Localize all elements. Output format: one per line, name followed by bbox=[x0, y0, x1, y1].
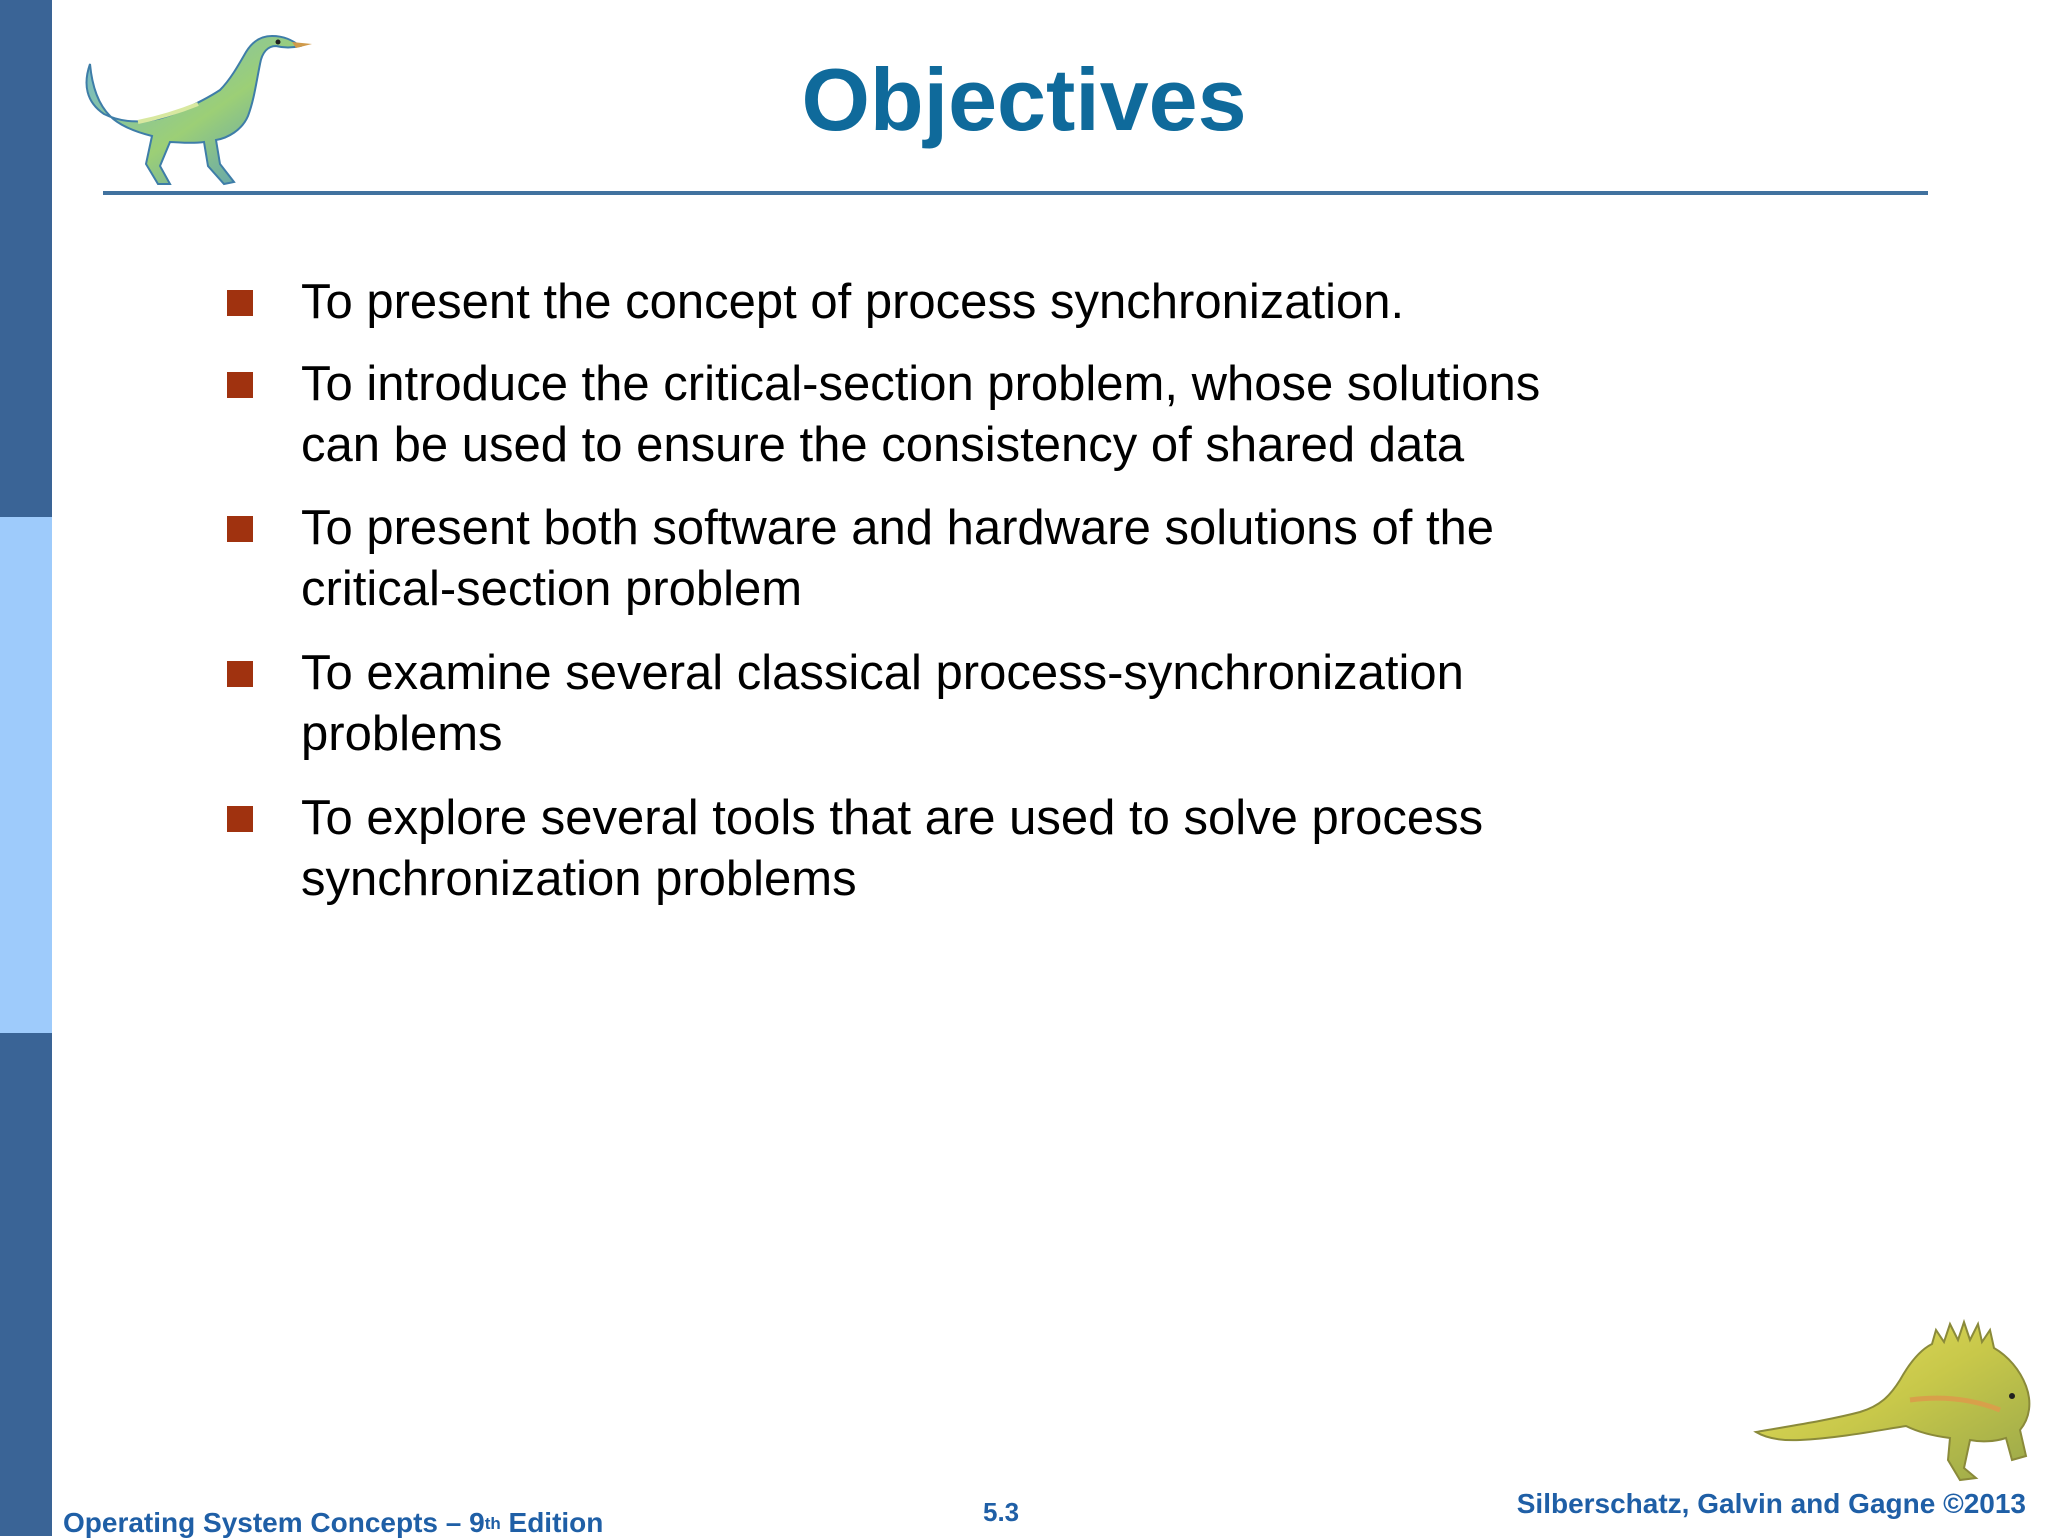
slide-number: 5.3 bbox=[983, 1497, 1020, 1527]
bullet-line: To introduce the critical-section problem, whose solutions bbox=[301, 357, 1541, 411]
bullet-line: To examine several classical process-synchronization bbox=[301, 646, 1464, 700]
bullet-line: can be used to ensure the consistency of shared data bbox=[301, 418, 1465, 472]
square-bullet-icon bbox=[227, 661, 253, 687]
slide-title: Objectives bbox=[801, 50, 1247, 149]
footer-book-title: Operating System Concepts – 9th Edition bbox=[63, 1507, 604, 1538]
square-bullet-icon bbox=[227, 372, 253, 398]
dinosaur-icon bbox=[1750, 1300, 2040, 1490]
bullet-line: critical-section problem bbox=[301, 562, 803, 616]
square-bullet-icon bbox=[227, 290, 253, 316]
bullet-line: To explore several tools that are used to solve process bbox=[301, 791, 1484, 845]
bullet-line: To present both software and hardware solutions of the bbox=[301, 501, 1495, 555]
square-bullet-icon bbox=[227, 806, 253, 832]
bullet-line: problems bbox=[301, 707, 503, 761]
bullet-line: To present the concept of process synchronization. bbox=[301, 275, 1405, 329]
square-bullet-icon bbox=[227, 516, 253, 542]
footer-copyright: Silberschatz, Galvin and Gagne ©2013 bbox=[1516, 1488, 2026, 1519]
bullet-line: synchronization problems bbox=[301, 852, 857, 906]
edition-superscript: th bbox=[484, 1514, 501, 1533]
